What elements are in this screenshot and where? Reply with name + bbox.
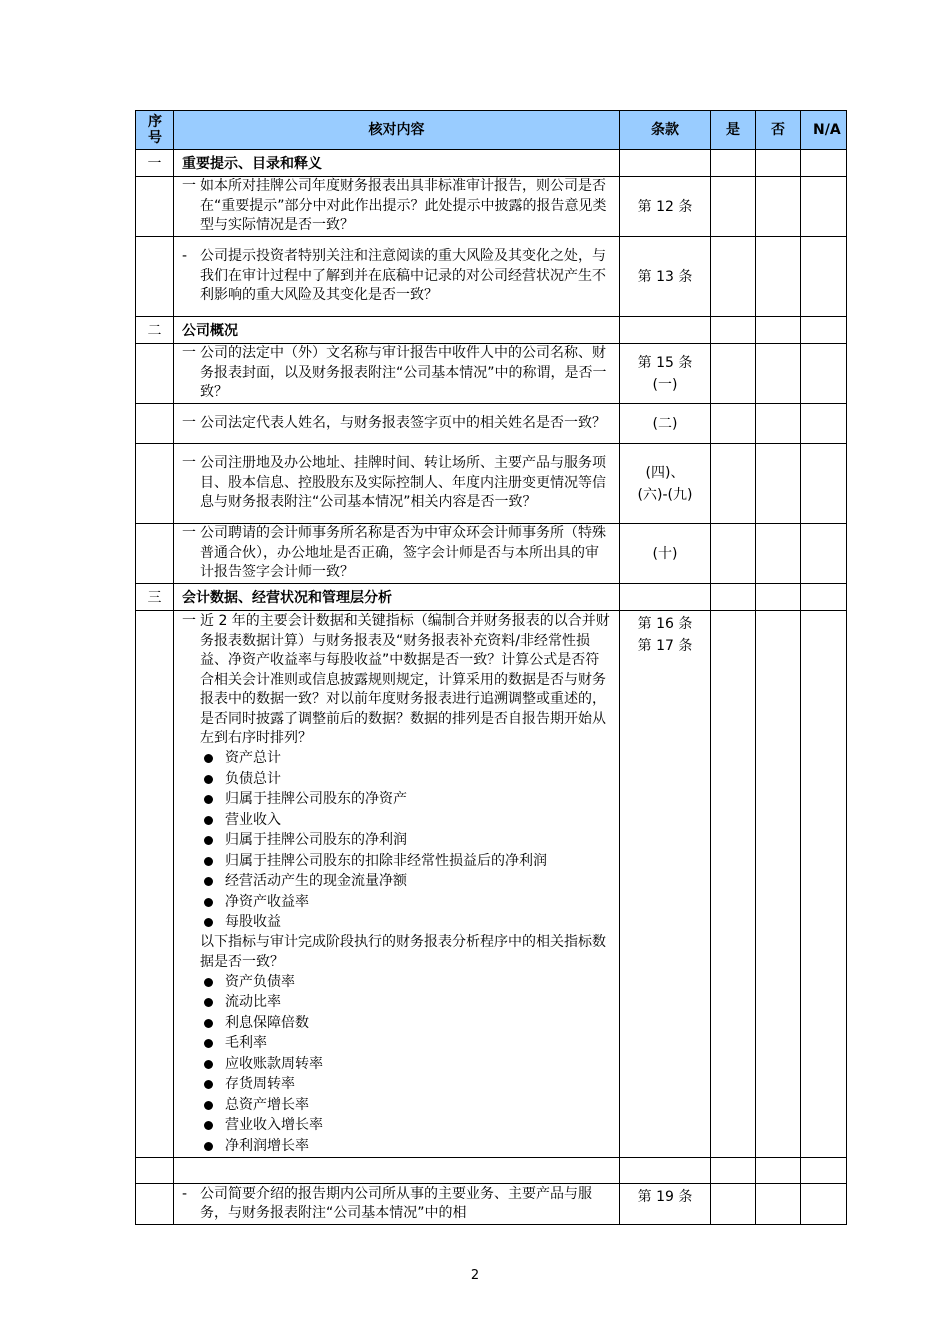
na-cell[interactable] (801, 524, 847, 584)
bullet-text: 流动比率 (225, 994, 281, 1010)
na-cell[interactable] (801, 444, 847, 524)
table-row (136, 611, 847, 1158)
bullet-item (200, 851, 611, 872)
item-text: 公司法定代表人姓名，与财务报表签字页中的相关姓名是否一致？ (200, 414, 606, 431)
bullet-dot-icon (204, 1142, 213, 1151)
yes-cell[interactable] (711, 524, 756, 584)
section-title: 公司概况 (174, 317, 620, 344)
bullet-text: 归属于挂牌公司股东的净利润 (225, 832, 407, 848)
bullet-item (200, 872, 611, 893)
bullet-dot-icon (204, 836, 213, 845)
yes-cell[interactable] (711, 237, 756, 317)
bullet-dot-icon (204, 795, 213, 804)
item-dash: - (182, 1185, 188, 1202)
bullet-text: 总资产增长率 (225, 1096, 309, 1113)
item-text: 以下指标与审计完成阶段执行的财务报表分析程序中的相关指标数据是否一致？ (200, 934, 606, 970)
yes-cell[interactable] (711, 444, 756, 524)
bullet-item (200, 1095, 611, 1116)
na-cell[interactable] (801, 404, 847, 444)
header-na: N/A (801, 111, 847, 150)
no-cell[interactable] (756, 1157, 801, 1183)
bullet-text: 负债总计 (225, 770, 281, 787)
bullet-item (200, 1013, 611, 1034)
bullet-text: 营业收入 (225, 811, 281, 828)
bullet-text: 净利润增长率 (225, 1137, 309, 1154)
bullet-item (200, 749, 611, 770)
clause-line: 第 16 条 (637, 616, 693, 632)
clause-cell: (十) (620, 524, 711, 584)
yes-cell[interactable] (711, 344, 756, 404)
bullet-item (200, 1075, 611, 1096)
na-cell[interactable] (801, 1157, 847, 1183)
na-cell[interactable] (801, 611, 847, 1158)
yes-cell[interactable] (711, 404, 756, 444)
bullet-item (200, 1054, 611, 1075)
bullet-item (200, 913, 611, 934)
bullet-text: 净资产收益率 (225, 893, 309, 910)
no-cell[interactable] (756, 444, 801, 524)
na-cell[interactable] (801, 237, 847, 317)
bullet-item (200, 831, 611, 852)
no-cell[interactable] (756, 177, 801, 237)
bullet-item (200, 810, 611, 831)
bullet-text: 利息保障倍数 (225, 1014, 309, 1031)
no-cell[interactable] (756, 611, 801, 1158)
clause-line: 第 17 条 (637, 638, 693, 654)
header-content: 核对内容 (174, 111, 620, 150)
table-row (136, 404, 847, 444)
item-dash: - (182, 248, 188, 265)
bullet-dot-icon (204, 857, 213, 866)
bullet-dot-icon (204, 918, 213, 927)
bullet-text: 经营活动产生的现金流量净额 (225, 873, 407, 889)
page-number: 2 (470, 1268, 480, 1283)
na-cell[interactable] (801, 177, 847, 237)
no-cell[interactable] (756, 344, 801, 404)
header-seq: 序号 (136, 111, 174, 150)
item-text: 公司的法定中（外）文名称与审计报告中收件人中的公司名称、财务报表封面，以及财务报表附注“公司基本情况”中的称谓，是否一致？ (200, 345, 607, 401)
bullet-dot-icon (204, 775, 213, 784)
table-row (136, 344, 847, 404)
bullet-item (200, 972, 611, 993)
na-cell[interactable] (801, 344, 847, 404)
no-cell[interactable] (756, 404, 801, 444)
section-number: 三 (136, 584, 174, 611)
item-dash: 一 (182, 455, 196, 472)
clause-cell: 第 12 条 (620, 177, 711, 237)
bullet-text: 资产负债率 (225, 973, 295, 990)
header-yes: 是 (711, 111, 756, 150)
section-title: 重要提示、目录和释义 (174, 150, 620, 177)
bullet-text: 存货周转率 (225, 1076, 295, 1092)
clause-cell: (二) (620, 404, 711, 444)
clause-cell (620, 444, 711, 524)
bullet-item (200, 1136, 611, 1157)
clause-cell: 第 13 条 (620, 237, 711, 317)
section-title: 会计数据、经营状况和管理层分析 (174, 584, 620, 611)
section-number: 二 (136, 317, 174, 344)
na-cell[interactable] (801, 1183, 847, 1224)
table-header-row (136, 111, 847, 150)
no-cell[interactable] (756, 237, 801, 317)
section-row (136, 150, 847, 177)
item-dash: 一 (182, 525, 196, 542)
section-number: 一 (136, 150, 174, 177)
bullet-text: 归属于挂牌公司股东的扣除非经常性损益后的净利润 (225, 852, 547, 869)
clause-line: 第 15 条 (637, 354, 693, 371)
bullet-item (200, 1034, 611, 1055)
bullet-text: 归属于挂牌公司股东的净资产 (225, 791, 407, 807)
no-cell[interactable] (756, 1183, 801, 1224)
yes-cell[interactable] (711, 611, 756, 1158)
bullet-dot-icon (204, 1060, 213, 1069)
bullet-dot-icon (204, 1101, 213, 1110)
header-clause: 条款 (620, 111, 711, 150)
bullet-text: 应收账款周转率 (225, 1055, 323, 1072)
item-text: 公司聘请的会计师事务所名称是否为中审众环会计师事务所（特殊普通合伙），办公地址是否正确，签字会计师是否与本所出具的审计报告签字会计师一致？ (200, 525, 606, 581)
item-text: 公司简要介绍的报告期内公司所从事的主要业务、主要产品与服务，与财务报表附注“公司基本情况”中的相 (200, 1185, 592, 1221)
bullet-dot-icon (204, 1080, 213, 1089)
no-cell[interactable] (756, 524, 801, 584)
yes-cell[interactable] (711, 177, 756, 237)
clause-cell (620, 344, 711, 404)
bullet-item (200, 790, 611, 811)
section-row (136, 317, 847, 344)
clause-cell: 第 19 条 (620, 1183, 711, 1224)
bullet-dot-icon (204, 877, 213, 886)
table-row-empty (136, 1157, 847, 1183)
item-text: 公司提示投资者特别关注和注意阅读的重大风险及其变化之处，与我们在审计过程中了解到并在底稿中记录的对公司经营状况产生不利影响的重大风险及其变化是否一致？ (200, 248, 606, 304)
clause-cell (620, 611, 711, 1158)
bullet-item (200, 993, 611, 1014)
clause-line: (一) (652, 376, 678, 393)
bullet-dot-icon (204, 754, 213, 763)
bullet-list (200, 749, 611, 934)
bullet-dot-icon (204, 898, 213, 907)
item-dash: 一 (182, 613, 196, 629)
bullet-dot-icon (204, 1019, 213, 1028)
yes-cell[interactable] (711, 1183, 756, 1224)
item-dash: 一 (182, 345, 196, 362)
header-no: 否 (756, 111, 801, 150)
item-dash: 一 (182, 414, 196, 431)
bullet-text: 每股收益 (225, 914, 281, 930)
item-text: 近 2 年的主要会计数据和关键指标（编制合并财务报表的以合并财务报表数据计算）与财务报表及“财务报表补充资料/非经常性损益、净资产收益率与每股收益”中数据是否一致？计算公式是否符合相关会计准则或信息披露规则规定，计算采用的数据是否与财务报表中的数据一致？对以前年度财务报表进行追溯调整或重述的，是否同时披露了调整前后的数据？数据的排列是否自报告期开始从左到右序时排列？ (200, 613, 610, 746)
table-row (136, 1183, 847, 1224)
bullet-item (200, 1116, 611, 1137)
item-text: 如本所对挂牌公司年度财务报表出具非标准审计报告，则公司是否在“重要提示”部分中对此作出提示？此处提示中披露的报告意见类型与实际情况是否一致？ (200, 178, 607, 234)
section-row (136, 584, 847, 611)
bullet-dot-icon (204, 1121, 213, 1130)
bullet-text: 资产总计 (225, 750, 281, 766)
table-row (136, 237, 847, 317)
bullet-dot-icon (204, 998, 213, 1007)
table-row (136, 177, 847, 237)
bullet-text: 营业收入增长率 (225, 1117, 323, 1133)
bullet-item (200, 892, 611, 913)
table-row (136, 444, 847, 524)
table-row (136, 524, 847, 584)
bullet-item (200, 769, 611, 790)
yes-cell[interactable] (711, 1157, 756, 1183)
checklist-table (135, 110, 847, 1225)
bullet-list (200, 972, 611, 1157)
bullet-text: 毛利率 (225, 1035, 267, 1051)
bullet-dot-icon (204, 978, 213, 987)
bullet-dot-icon (204, 1039, 213, 1048)
bullet-dot-icon (204, 816, 213, 825)
item-text: 公司注册地及办公地址、挂牌时间、转让场所、主要产品与服务项目、股本信息、控股股东及实际控制人、年度内注册变更情况等信息与财务报表附注“公司基本情况”相关内容是否一致？ (200, 455, 606, 511)
clause-line: (四)、 (645, 464, 685, 481)
clause-line: (六)-(九) (637, 486, 693, 503)
item-dash: 一 (182, 178, 196, 195)
